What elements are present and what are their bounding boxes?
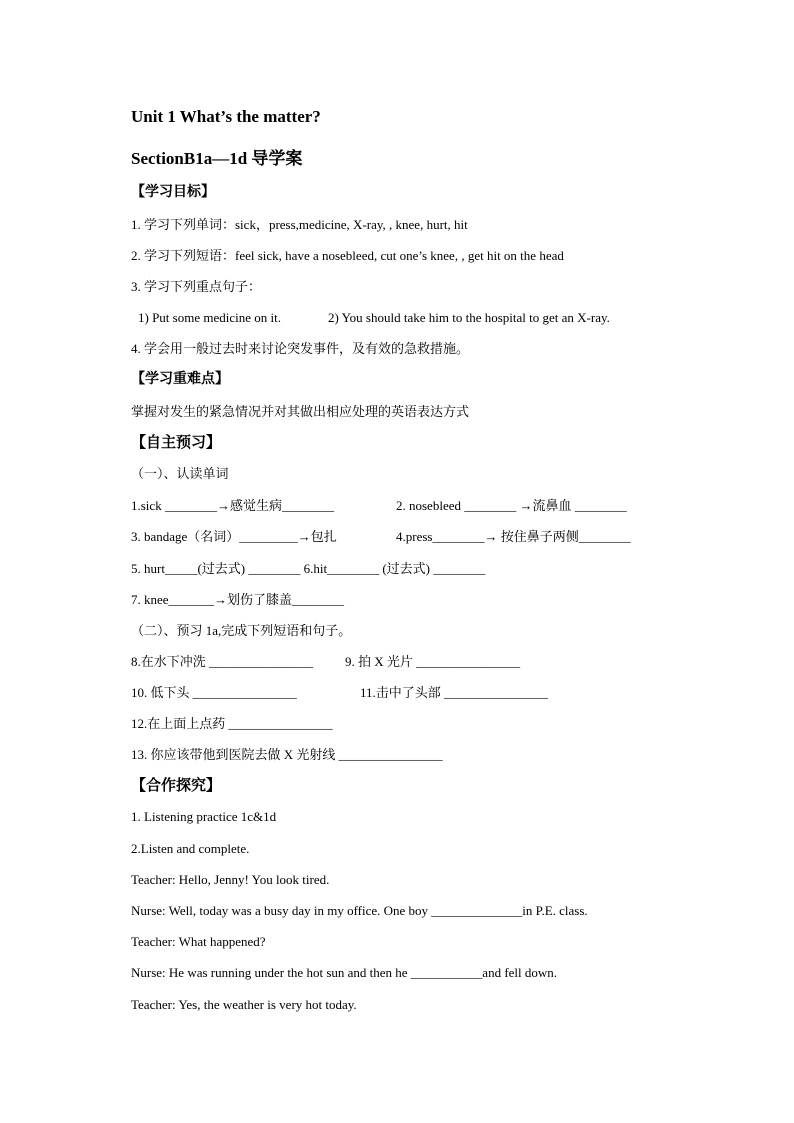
goals-heading: 【学习目标】: [131, 185, 215, 200]
part1-heading: （一）、认读单词: [131, 466, 229, 481]
coop-heading: 【合作探究】: [131, 778, 222, 794]
coop-line-2: 2.Listen and complete.: [131, 841, 250, 856]
goal-3: 3. 学习下列重点句子：: [131, 279, 262, 294]
difficulty-heading: 【学习重难点】: [131, 372, 229, 387]
difficulty-text: 掌握对发生的紧急情况并对其做出相应处理的英语表达方式: [131, 404, 470, 419]
vocab-item-7: 7. knee_______→划伤了膝盖________: [131, 592, 345, 607]
goal-2: 2. 学习下列短语：feel sick, have a nosebleed, cut one’s knee, , get hit on the head: [131, 248, 564, 263]
phrase-9: 9. 拍 X 光片 ________________: [345, 654, 521, 669]
coop-line-3: Teacher: Hello, Jenny! You look tired.: [131, 872, 330, 887]
phrase-10: 10. 低下头 ________________: [131, 685, 297, 700]
section-subtitle: SectionB1a—1d 导学案: [131, 149, 303, 168]
vocab-item-3: 3. bandage（名词）_________→包扎: [131, 529, 337, 544]
key-sentence-1: 1) Put some medicine on it.: [138, 310, 281, 325]
phrase-12: 12.在上面上点药 ________________: [131, 716, 333, 731]
phrase-13: 13. 你应该带他到医院去做 X 光射线 ________________: [131, 747, 443, 762]
part2-heading: （二）、预习 1a,完成下列短语和句子。: [131, 623, 352, 638]
phrase-8: 8.在水下冲洗 ________________: [131, 654, 314, 669]
coop-line-1: 1. Listening practice 1c&1d: [131, 809, 277, 824]
vocab-item-1: 1.sick ________→感觉生病________: [131, 498, 334, 513]
vocab-items-5-6: 5. hurt_____(过去式) ________ 6.hit________ (过去式) ________: [131, 561, 486, 576]
phrase-11: 11.击中了头部 ________________: [360, 685, 549, 700]
vocab-item-2: 2. nosebleed ________ →流鼻血 ________: [396, 498, 627, 513]
unit-title: Unit 1 What’s the matter?: [131, 107, 321, 126]
preview-heading: 【自主预习】: [131, 435, 222, 451]
key-sentence-2: 2) You should take him to the hospital to get an X-ray.: [328, 310, 610, 325]
coop-line-7: Teacher: Yes, the weather is very hot today.: [131, 997, 357, 1012]
coop-line-5: Teacher: What happened?: [131, 934, 266, 949]
coop-line-4: Nurse: Well, today was a busy day in my office. One boy ______________in P.E. class.: [131, 903, 588, 918]
goal-1: 1. 学习下列单词：sick，press,medicine, X-ray, , knee, hurt, hit: [131, 217, 468, 232]
vocab-item-4: 4.press________→ 按住鼻子两侧________: [396, 529, 631, 544]
goal-4: 4. 学会用一般过去时来讨论突发事件，及有效的急救措施。: [131, 341, 470, 356]
coop-line-6: Nurse: He was running under the hot sun and then he ___________and fell down.: [131, 965, 558, 980]
